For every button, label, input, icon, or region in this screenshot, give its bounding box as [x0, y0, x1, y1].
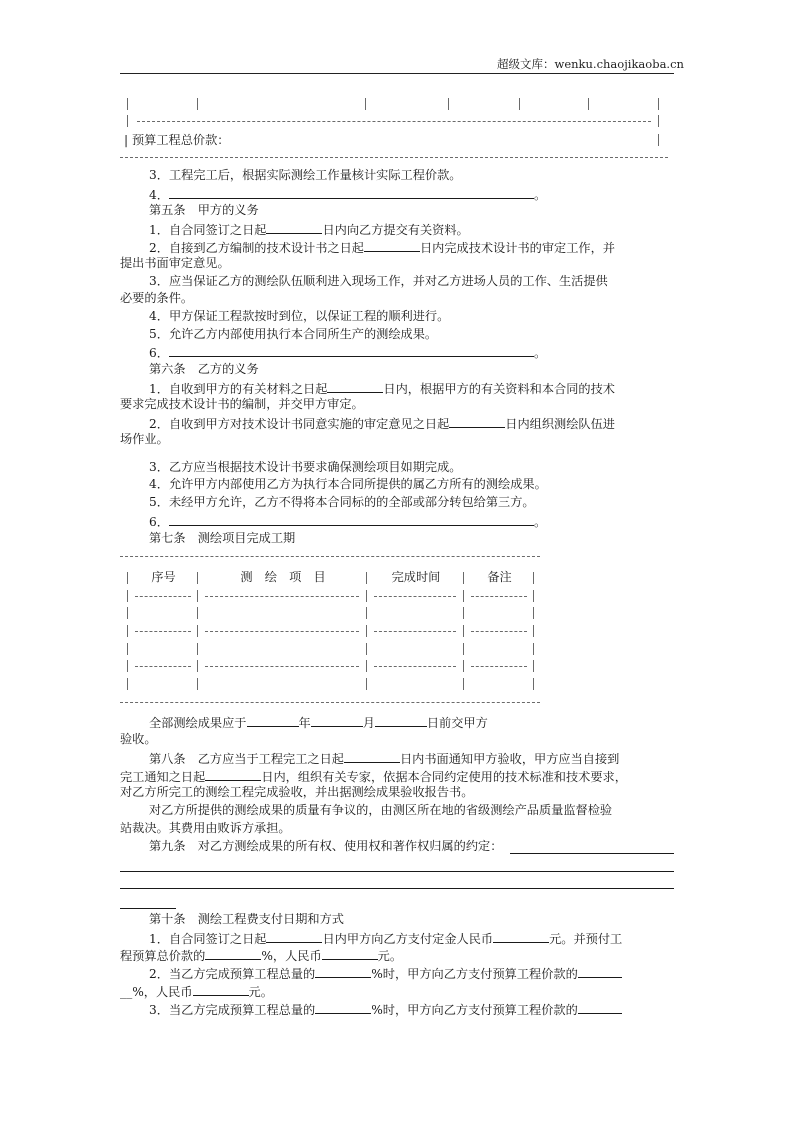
table-border	[127, 115, 128, 127]
blank-amount[interactable]	[193, 982, 249, 996]
article5-item2-cont: 提出书面审定意见。	[120, 256, 230, 270]
table-bottom-rule	[120, 157, 668, 158]
blank-percent[interactable]	[205, 946, 261, 960]
table-top-rule	[120, 556, 540, 557]
article10-item2: 2．当乙方完成预算工程总量的 %时，甲方向乙方支付预算工程价款的	[149, 964, 622, 984]
table-border	[533, 678, 534, 690]
article10-item2-cont: __%，人民币 元。	[120, 982, 273, 1002]
table-border	[533, 607, 534, 619]
article10-item1: 1．自合同签订之日起 日内甲方向乙方支付定金人民币 元。并预付工	[149, 929, 622, 949]
blank-deposit-amount[interactable]	[493, 929, 549, 943]
header-index: 序号	[151, 570, 176, 584]
article8-line4: 对乙方所提供的测绘成果的质量有争议的，由测区所在地的省级测绘产品质量监督检验	[149, 803, 613, 817]
article6-item2-cont: 场作业。	[120, 432, 169, 446]
blank-agreement[interactable]	[120, 871, 674, 872]
table-rule	[374, 631, 456, 632]
article6-item2: 2．自收到甲方对技术设计书同意实施的审定意见之日起 日内组织测绘队伍进	[149, 414, 615, 434]
article5-title: 第五条 甲方的义务	[149, 203, 259, 217]
table-border	[197, 678, 198, 690]
blank-field[interactable]	[169, 185, 534, 199]
table-border	[463, 625, 464, 637]
blank-days[interactable]	[364, 238, 420, 252]
blank-percent[interactable]	[315, 1000, 371, 1014]
blank-days[interactable]	[344, 749, 400, 763]
table-border	[658, 98, 659, 110]
article5-item4: 4．甲方保证工程款按时到位，以保证工程的顺利进行。	[149, 309, 450, 323]
article9-line1: 第九条 对乙方测绘成果的所有权、使用权和著作权归属的约定：	[149, 839, 503, 853]
article6-item4: 4．允许甲方内部使用乙方为执行本合同所提供的属乙方所有的测绘成果。	[149, 477, 547, 491]
article10-item1-cont: 程预算总价款的 %，人民币 元。	[120, 946, 402, 966]
article5-item5: 5．允许乙方内部使用执行本合同所生产的测绘成果。	[149, 327, 438, 341]
header-time: 完成时间	[391, 570, 441, 584]
article5-item1: 1．自合同签订之日起 日内向乙方提交有关资料。	[149, 220, 469, 240]
article6-item5: 5．未经甲方允许，乙方不得将本合同标的的全部或部分转包给第三方。	[149, 495, 535, 509]
article10-item3: 3．当乙方完成预算工程总量的 %时，甲方向乙方支付预算工程价款的	[149, 1000, 622, 1020]
table-border	[365, 98, 366, 110]
table-border	[533, 660, 534, 672]
table-rule	[471, 596, 527, 597]
blank-days[interactable]	[449, 414, 505, 428]
table-border	[197, 590, 198, 602]
table-rule	[135, 666, 191, 667]
table-rule	[205, 666, 359, 667]
blank-percent[interactable]	[578, 964, 622, 978]
table-rule	[137, 121, 651, 122]
table-border	[127, 678, 128, 690]
table-rule	[135, 631, 191, 632]
blank-days[interactable]	[266, 220, 322, 234]
table-border	[533, 590, 534, 602]
table-border	[197, 625, 198, 637]
table-rule	[374, 666, 456, 667]
article5-item6: 6． 。	[149, 343, 546, 363]
blank-field[interactable]	[169, 512, 534, 526]
blank-agreement[interactable]	[510, 853, 674, 854]
table-border	[533, 625, 534, 637]
table-border	[448, 98, 449, 110]
blank-year[interactable]	[247, 713, 299, 727]
blank-amount[interactable]	[322, 946, 378, 960]
article8-line2: 完工通知之日起 日内，组织有关专家，依据本合同约定使用的技术标准和技术要求，	[120, 767, 627, 787]
blank-field[interactable]	[169, 343, 534, 357]
table-border	[366, 678, 367, 690]
blank-agreement[interactable]	[120, 908, 176, 909]
blank-days[interactable]	[266, 929, 322, 943]
site-header-label: 超级文库：wenku.chaojikaoba.cn	[497, 57, 684, 71]
article7-deadline-cont: 验收。	[120, 732, 157, 746]
article4-item4: 4． 。	[149, 185, 546, 205]
header-item: 测 绘 项 目	[240, 570, 326, 584]
budget-total-label: | 预算工程总价款：	[124, 133, 230, 147]
table-border	[463, 590, 464, 602]
table-border	[533, 572, 534, 584]
article6-item1: 1．自收到甲方的有关材料之日起 日内，根据甲方的有关资料和本合同的技术	[149, 379, 615, 399]
article5-item2: 2．自接到乙方编制的技术设计书之日起 日内完成技术设计书的审定工作，并	[149, 238, 615, 258]
table-border	[533, 643, 534, 655]
table-border	[197, 660, 198, 672]
blank-percent[interactable]	[315, 964, 371, 978]
table-border	[366, 572, 367, 584]
article8-line1: 第八条 乙方应当于工程完工之日起 日内书面通知甲方验收，甲方应当自接到	[149, 749, 619, 769]
table-border	[197, 98, 198, 110]
table-border	[127, 625, 128, 637]
article8-line3: 对乙方所完工的测绘工程完成验收，并出据测绘成果验收报告书。	[120, 785, 474, 799]
article7-title: 第七条 测绘项目完成工期	[149, 531, 296, 545]
table-border	[463, 607, 464, 619]
table-border	[127, 660, 128, 672]
blank-day[interactable]	[375, 713, 427, 727]
table-border	[366, 660, 367, 672]
blank-days[interactable]	[327, 379, 383, 393]
table-rule	[471, 666, 527, 667]
table-border	[127, 98, 128, 110]
table-border	[127, 590, 128, 602]
blank-agreement[interactable]	[120, 888, 674, 889]
article5-item3-cont: 必要的条件。	[120, 291, 194, 305]
article8-line5: 站裁决。其费用由败诉方承担。	[120, 821, 291, 835]
article4-item3: 3．工程完工后，根据实际测绘工作量核计实际工程价款。	[149, 168, 462, 182]
table-border	[366, 643, 367, 655]
table-border	[463, 678, 464, 690]
article6-title: 第六条 乙方的义务	[149, 362, 259, 376]
blank-month[interactable]	[311, 713, 363, 727]
table-border	[463, 572, 464, 584]
table-border	[127, 643, 128, 655]
table-border	[366, 625, 367, 637]
table-border	[197, 607, 198, 619]
table-rule	[205, 596, 359, 597]
table-border	[658, 134, 659, 146]
table-border	[366, 590, 367, 602]
table-border	[197, 643, 198, 655]
table-border	[463, 660, 464, 672]
table-border	[366, 607, 367, 619]
table-rule	[471, 631, 527, 632]
article6-item1-cont: 要求完成技术设计书的编制，并交甲方审定。	[120, 397, 364, 411]
table-bottom-rule	[120, 702, 540, 703]
table-border	[197, 572, 198, 584]
table-border	[127, 572, 128, 584]
header-rule	[120, 73, 674, 74]
article6-item6: 6． 。	[149, 512, 546, 532]
blank-percent[interactable]	[578, 1000, 622, 1014]
article5-item3: 3．应当保证乙方的测绘队伍顺利进入现场工作，并对乙方进场人员的工作、生活提供	[149, 274, 608, 288]
header-remark: 备注	[487, 570, 512, 584]
table-border	[588, 98, 589, 110]
table-rule	[135, 596, 191, 597]
table-border	[519, 98, 520, 110]
table-border	[127, 607, 128, 619]
article6-item3: 3．乙方应当根据技术设计书要求确保测绘项目如期完成。	[149, 460, 462, 474]
table-rule	[205, 631, 359, 632]
table-border	[658, 115, 659, 127]
table-border	[463, 643, 464, 655]
article7-deadline: 全部测绘成果应于 年 月 日前交甲方	[149, 713, 488, 733]
table-rule	[374, 596, 456, 597]
blank-days[interactable]	[205, 767, 261, 781]
article10-title: 第十条 测绘工程费支付日期和方式	[149, 912, 344, 926]
